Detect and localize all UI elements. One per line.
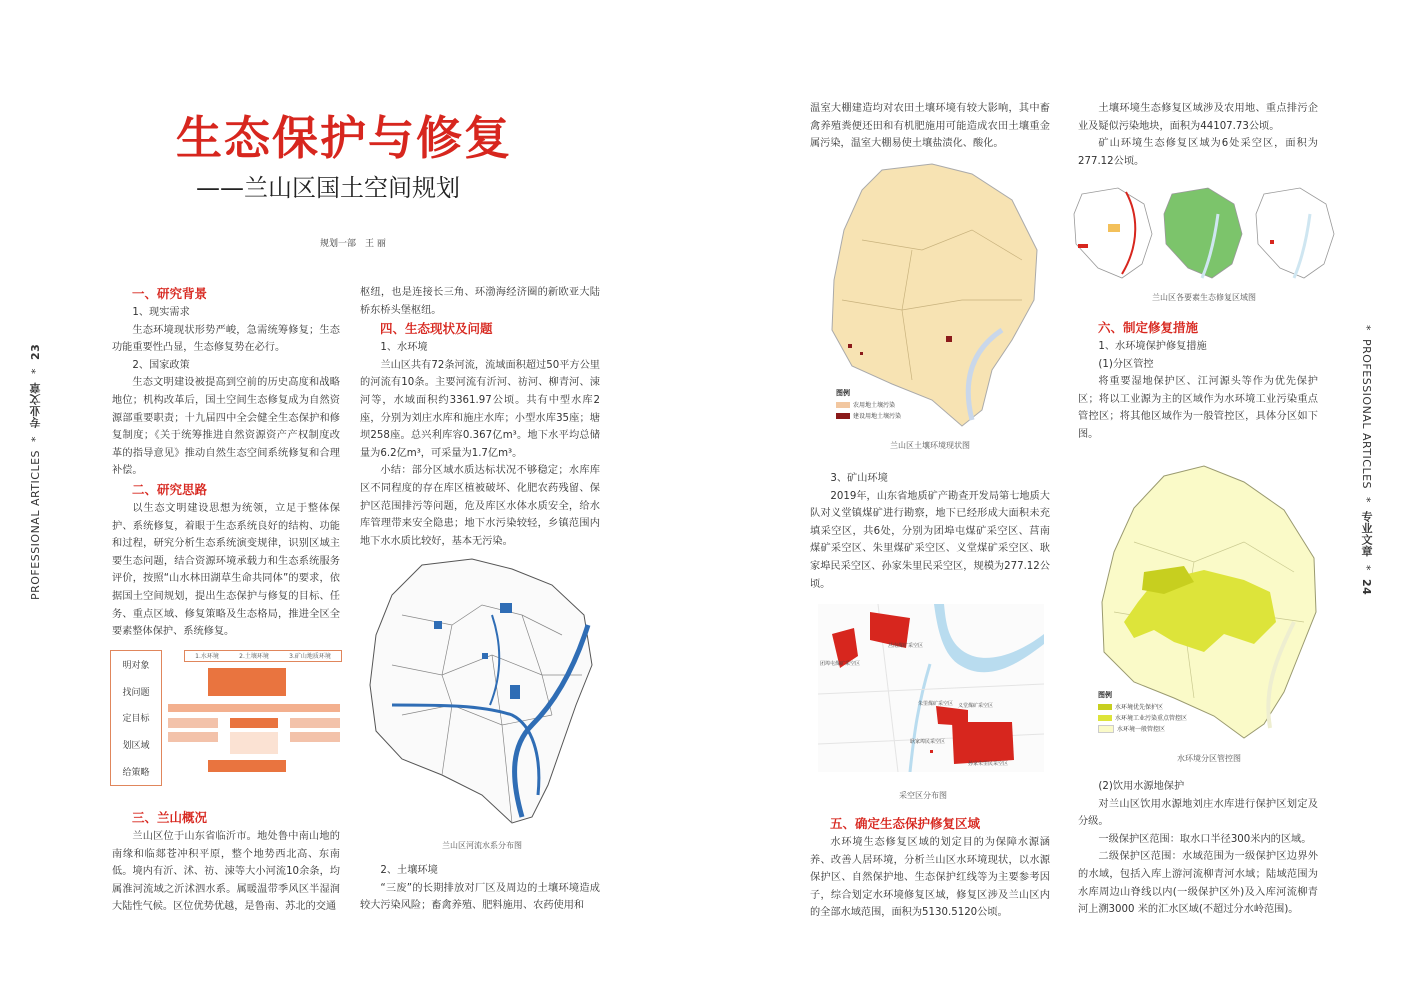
pollution-mark xyxy=(848,344,852,348)
side-dot: * xyxy=(1360,493,1373,508)
flow-box xyxy=(290,718,340,728)
legend-label: 水环境优先保护区 xyxy=(1115,704,1164,711)
flow-box xyxy=(168,718,218,728)
flow-step: 划区域 xyxy=(122,741,150,752)
reservoir xyxy=(434,621,442,629)
legend-swatch xyxy=(1098,704,1112,710)
flow-box xyxy=(208,760,286,772)
column-3-middle xyxy=(810,470,1050,593)
flow-box xyxy=(230,732,278,754)
column-2-bottom xyxy=(360,862,600,915)
subsection-heading: (2)饮用水源地保护 xyxy=(1098,781,1185,792)
subsection-heading: 1、现实需求 xyxy=(132,307,190,318)
side-label-en: PROFESSIONAL ARTICLES xyxy=(29,449,42,600)
section-heading: 五、确定生态保护修复区域 xyxy=(830,816,981,831)
subsection-heading: 2、国家政策 xyxy=(132,359,190,371)
mine-label: 莒南煤矿采空区 xyxy=(888,643,924,649)
soil-map-legend xyxy=(836,388,901,420)
flow-top-row xyxy=(184,650,342,662)
element-maps-caption: 兰山区各要素生态修复区域图 xyxy=(1152,293,1256,302)
flow-box xyxy=(168,732,218,742)
mine-map-caption: 采空区分布图 xyxy=(899,791,947,800)
column-4 xyxy=(1078,100,1318,170)
paragraph: 水环境生态修复区域的划定目的为保障水源涵养、改善人居环境，分析兰山区水环境现状，以水源保护区、自然保护地、生态保护红线等为主要参考因子，综合划定水环境修复区域，修复区涉及兰山区内的全部水域范围，面积为5130.5120公顷。 xyxy=(810,837,1050,919)
paragraph: 二级保护区范围：水域范围为一级保护区边界外的水域，包括入库上游河流柳青河水域；陆域范围为水库周边山脊线以内(一级保护区外)及入库河流柳青河上溯3000 米的汇水区域(不超过分水岭范围)。 xyxy=(1078,851,1318,916)
flow-step-column xyxy=(110,650,162,786)
soil-map-caption: 兰山区土壤环境现状图 xyxy=(890,441,970,450)
legend-label: 水环境工业污染重点管控区 xyxy=(1115,715,1188,722)
mine-labels xyxy=(818,604,1044,772)
section-heading: 三、兰山概况 xyxy=(132,810,208,825)
mine-label: 团埠屯煤矿采空区 xyxy=(820,661,861,667)
author: 规划一部 王 丽 xyxy=(320,239,386,249)
reservoir xyxy=(510,685,520,699)
paragraph: 温室大棚建造均对农田土壤环境有较大影响，其中畜禽养殖粪便还田和有机肥施用可能造成农田土壤重金属污染，温室大棚易使土壤盐渍化、酸化。 xyxy=(810,103,1050,150)
element-restoration-maps xyxy=(1068,184,1340,284)
river-system-map xyxy=(362,555,602,830)
side-dot: * xyxy=(29,431,42,446)
legend-title: 图例 xyxy=(1098,691,1112,699)
district-outline xyxy=(832,164,1037,426)
flow-step: 给策略 xyxy=(122,768,150,779)
subsection-heading: 3、矿山环境 xyxy=(830,473,888,484)
flow-box xyxy=(208,668,286,696)
legend-item xyxy=(1098,713,1187,722)
flow-box xyxy=(230,718,278,728)
water-zoning-legend xyxy=(1098,690,1187,733)
map-mine xyxy=(1256,188,1334,278)
legend-item xyxy=(1098,724,1187,733)
side-dot: * xyxy=(29,363,42,378)
section-heading: 六、制定修复措施 xyxy=(1098,320,1199,335)
legend-label: 农用地土壤污染 xyxy=(853,402,896,409)
paragraph: “三废”的长期排放对厂区及周边的土壤环境造成较大污染风险；畜禽养殖、肥料施用、农药使用和 xyxy=(360,882,600,912)
side-dot: * xyxy=(1360,325,1373,335)
section-heading: 四、生态现状及问题 xyxy=(380,321,493,337)
map-soil xyxy=(1074,188,1152,278)
flow-step: 定目标 xyxy=(122,714,150,725)
paragraph: 将重要湿地保护区、江河源头等作为优先保护区；将以工业源为主的区域作为水环境工业污染重点管控区；将其他区域作为一般管控区，具体分区如下图。 xyxy=(1078,376,1318,440)
map-ecology xyxy=(1164,188,1242,278)
column-2 xyxy=(360,284,600,550)
river-map-caption: 兰山区河流水系分布图 xyxy=(442,841,522,850)
legend-item xyxy=(1098,702,1187,711)
reservoir xyxy=(482,653,488,659)
flow-step: 明对象 xyxy=(122,660,150,671)
pollution-mark xyxy=(860,352,863,355)
legend-swatch xyxy=(836,413,850,419)
reservoir xyxy=(500,603,512,613)
paragraph: 生态文明建设被提高到空前的历史高度和战略地位；机构改革后，国土空间生态修复成为自然资源部重要职责；十九届四中全会健全生态保护和修复制度；《关于统筹推进自然资源资产产权制度改革的指导意见》推动自然生态空间系统修复和合理补偿。 xyxy=(112,377,340,477)
subsection-heading: 1、水环境保护修复措施 xyxy=(1098,341,1207,352)
legend-label: 水环境一般管控区 xyxy=(1117,726,1166,733)
water-zoning-caption: 水环境分区管控图 xyxy=(1177,754,1241,763)
legend-item xyxy=(836,400,901,409)
flow-step: 找问题 xyxy=(122,687,150,698)
flow-top-label: 1.水环境 xyxy=(195,653,219,660)
paragraph: 一级保护区范围：取水口半径300米内的区域。 xyxy=(1098,833,1312,845)
column-1-bottom xyxy=(112,808,340,916)
flow-top-label: 3.矿山地质环境 xyxy=(289,653,331,660)
subsection-heading: (1)分区管控 xyxy=(1098,358,1154,370)
subsection-heading: 2、土壤环境 xyxy=(380,865,438,876)
paragraph: 枢纽，也是连接长三角、环渤海经济圈的新欧亚大陆桥东桥头堡枢纽。 xyxy=(360,287,600,316)
column-3-bottom xyxy=(810,814,1050,922)
side-label-right xyxy=(1358,325,1374,595)
paragraph: 小结：部分区域水质达标状况不够稳定；水库库区不同程度的存在库区植被破坏、化肥农药残留、保护区范围排污等问题，危及库区水体水质安全，给水库管理带来安全隐患；地下水污染较轻，乡镇范围内地下水水质比较好，基本无污染。 xyxy=(360,465,600,547)
legend-title: 图例 xyxy=(836,389,850,397)
page-number-left: 23 xyxy=(29,343,42,360)
column-3 xyxy=(810,100,1050,153)
research-flowchart xyxy=(110,648,342,788)
page-title: 生态保护与修复 xyxy=(176,111,512,165)
side-label-cn: 专业文章 xyxy=(1360,511,1373,558)
side-dot: * xyxy=(1360,561,1373,576)
legend-swatch xyxy=(836,402,850,408)
paragraph: 以生态文明建设思想为统领，立足于整体保护、系统修复，着眼于生态系统良好的结构、功能和过程，研究分析生态系统演变规律，识别区域主要生态问题，结合资源环境承载力和生态系统服务评价，按照“山水林田湖草生命共同体”的要求，依据国土空间规划，提出生态保护与修复的目标、任务、重点区域、修复策略及生态格局，推进全区全要素整体保护、系统修复。 xyxy=(112,502,340,638)
page-number-right: 24 xyxy=(1360,579,1373,596)
flow-box xyxy=(168,704,340,712)
mine-label: 朱里煤矿采空区 xyxy=(918,701,954,707)
page-subtitle: ——兰山区国土空间规划 xyxy=(196,174,460,202)
section-heading: 一、研究背景 xyxy=(132,286,208,301)
paragraph: 兰山区共有72条河流，流域面积超过50平方公里的河流有10条。主要河流有沂河、祊河、柳青河、涑河等，水域面积约3361.97公顷。共有中型水库2座，分别为刘庄水库和施庄水库；小型水库35座；塘坝258座。总兴利库容0.367亿m³。地下水平均总储量为6.2亿m³，可采量为1.7亿m³。 xyxy=(360,359,600,459)
pollution-mark xyxy=(946,336,952,342)
mine-label: 义堂煤矿采空区 xyxy=(958,703,994,709)
side-label-cn: 专业文章 xyxy=(29,381,42,428)
paragraph: 矿山环境生态修复区域为6处采空区，面积为277.12公顷。 xyxy=(1078,138,1318,167)
paragraph: 对兰山区饮用水源地刘庄水库进行保护区划定及分级。 xyxy=(1078,798,1318,828)
section-heading: 二、研究思路 xyxy=(132,481,208,497)
legend-label: 建设用地土壤污染 xyxy=(853,413,902,420)
legend-item xyxy=(836,411,901,420)
paragraph: 生态环境现状形势严峻，急需统筹修复；生态功能重要性凸显，生态修复势在必行。 xyxy=(112,324,340,354)
flow-box xyxy=(290,732,340,742)
column-4-middle xyxy=(1078,318,1318,444)
legend-swatch xyxy=(1098,715,1112,721)
side-label-en: PROFESSIONAL ARTICLES xyxy=(1360,339,1373,490)
legend-swatch xyxy=(1098,725,1114,733)
mine-label: 耿家埠民采空区 xyxy=(910,739,946,745)
paragraph: 2019年，山东省地质矿产勘查开发局第七地质大队对义堂镇煤矿进行勘察，地下已经形成大面积未充填采空区，共6处，分别为团埠屯煤矿采空区、莒南煤矿采空区、朱里煤矿采空区、义堂煤矿采空区、耿家埠民采空区、孙家朱里民采空区，规模为277.12公顷。 xyxy=(810,490,1050,590)
flow-top-label: 2.土壤环境 xyxy=(239,653,269,660)
mine-label: 孙家朱里民采空区 xyxy=(968,761,1009,767)
paragraph: 土壤环境生态修复区域涉及农用地、重点排污企业及疑似污染地块，面积为44107.73公顷。 xyxy=(1078,103,1318,132)
column-4-bottom xyxy=(1078,778,1318,919)
column-1 xyxy=(112,284,340,641)
subsection-heading: 1、水环境 xyxy=(380,342,428,354)
paragraph: 兰山区位于山东省临沂市。地处鲁中南山地的南缘和临郯苍冲积平原，整个地势西北高、东南低。境内有沂、沭、祊、涑等大小河流10余条，均属淮河流域之沂沭泗水系。属暖温带季风区半湿润大陆性气候。区位优势优越，是鲁南、苏北的交通 xyxy=(112,831,340,913)
side-label-left xyxy=(28,330,44,600)
